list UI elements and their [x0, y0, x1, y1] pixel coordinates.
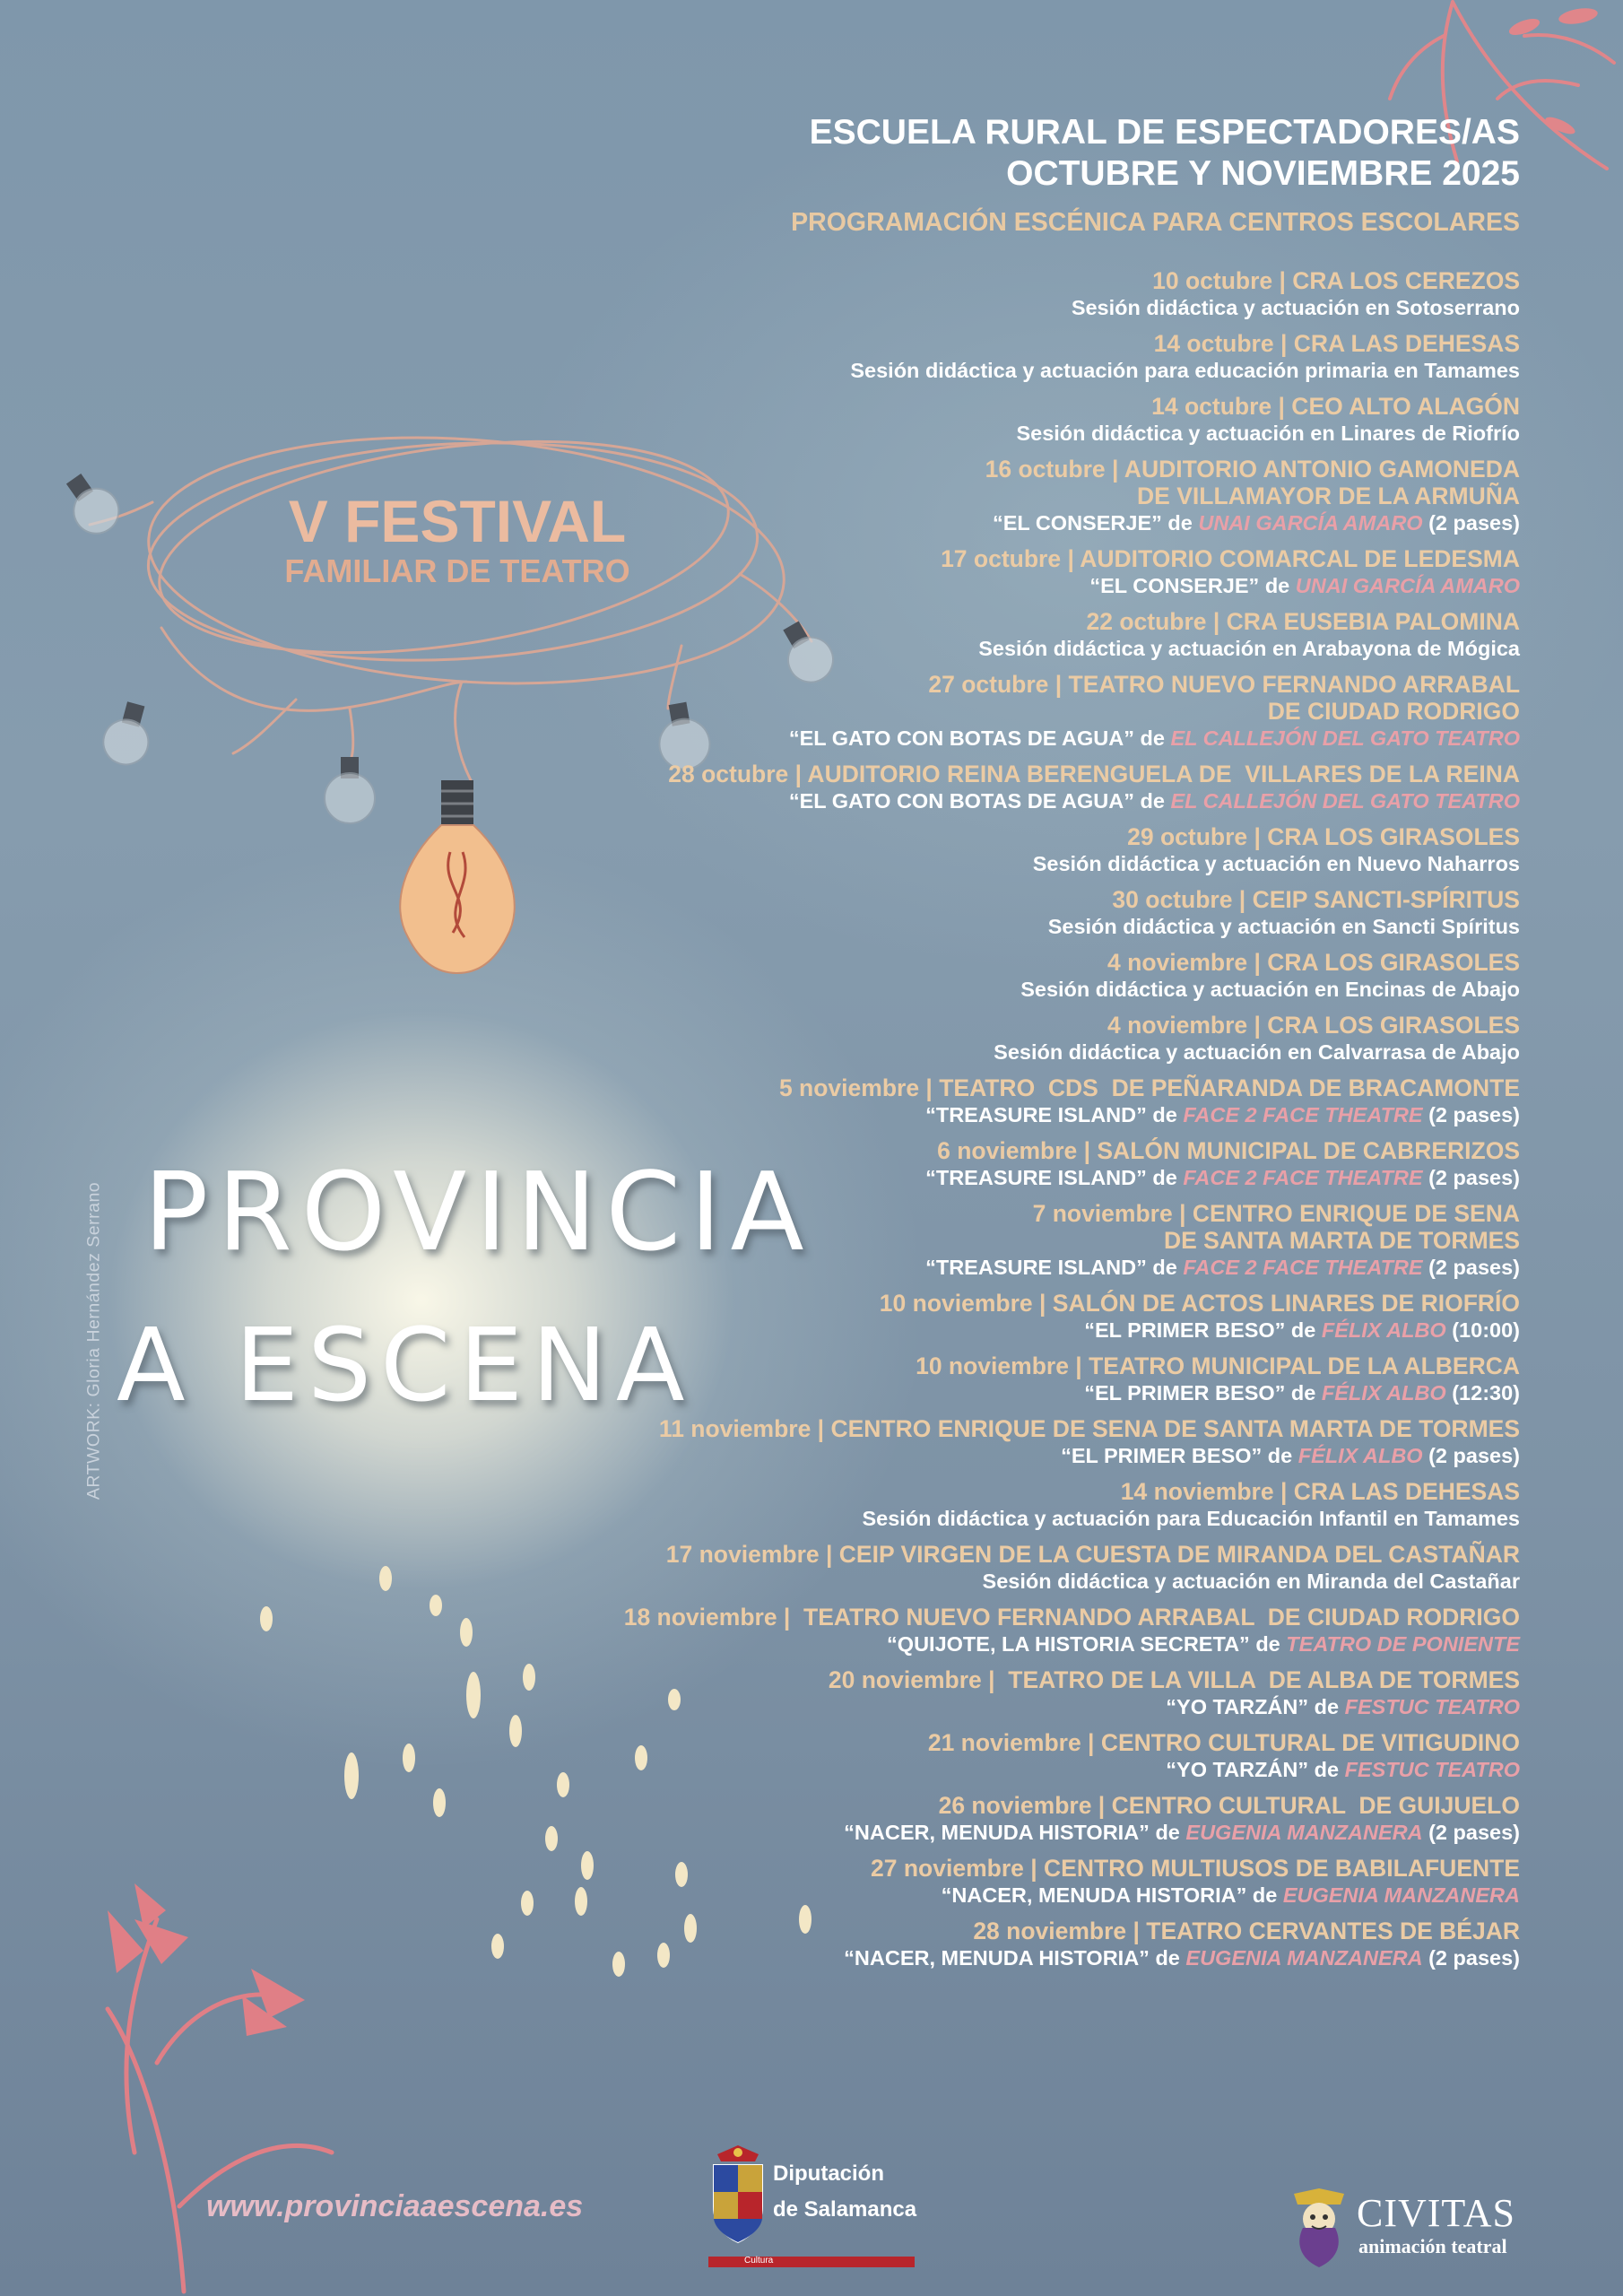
event-date-venue: 27 octubre | TEATRO NUEVO FERNANDO ARRABAL [928, 671, 1520, 698]
schedule-event [399, 393, 1520, 447]
website-link[interactable]: www.provinciaaescena.es [206, 2189, 584, 2223]
event-description [399, 357, 1520, 384]
event-show-text: “EL PRIMER BESO” de [1084, 1318, 1322, 1342]
diputacion-coat-of-arms-icon [708, 2144, 768, 2251]
diputacion-line1: Diputación [773, 2161, 884, 2186]
lettering-line2: A ESCENA [117, 1308, 694, 1424]
event-date-venue: 14 octubre | CRA LAS DEHESAS [1153, 330, 1520, 357]
light-bulb-icon [99, 698, 158, 770]
schedule-event [399, 1541, 1520, 1595]
event-company: EUGENIA MANZANERA [1185, 1946, 1423, 1970]
event-date-venue: 10 noviembre | SALÓN DE ACTOS LINARES DE RIOFRÍO [879, 1290, 1520, 1317]
event-company: UNAI GARCÍA AMARO [1295, 574, 1520, 597]
schedule-event [399, 949, 1520, 1003]
event-date-venue: 28 octubre | AUDITORIO REINA BERENGUELA DE VILLARES DE LA REINA [668, 761, 1520, 787]
event-company: FESTUC TEATRO [1344, 1695, 1520, 1718]
event-show-text: Sesión didáctica y actuación en Calvarrasa de Abajo [994, 1040, 1520, 1064]
event-date-venue: 26 noviembre | CENTRO CULTURAL DE GUIJUELO [938, 1792, 1520, 1819]
event-company: FACE 2 FACE THEATRE [1183, 1166, 1423, 1189]
event-show-text: Sesión didáctica y actuación en Encinas de Abajo [1020, 978, 1520, 1001]
event-date-venue: 21 noviembre | CENTRO CULTURAL DE VITIGUDINO [927, 1729, 1520, 1756]
schedule-event [399, 330, 1520, 384]
event-note: (12:30) [1445, 1381, 1520, 1405]
event-date-venue: 4 noviembre | CRA LOS GIRASOLES [1107, 949, 1520, 976]
event-company: FÉLIX ALBO [1298, 1444, 1423, 1467]
event-note: (2 pases) [1422, 511, 1520, 535]
event-description [399, 420, 1520, 447]
event-show-text: Sesión didáctica y actuación en Sotoserrano [1071, 296, 1520, 319]
event-show-text: “EL PRIMER BESO” de [1084, 1381, 1322, 1405]
event-note: (2 pases) [1422, 1103, 1520, 1126]
civitas-logo [1287, 2188, 1520, 2269]
event-company: EL CALLEJÓN DEL GATO TEATRO [1170, 726, 1520, 750]
schedule-event [399, 1604, 1520, 1657]
event-date-venue: 17 octubre | AUDITORIO COMARCAL DE LEDESMA [941, 545, 1520, 572]
event-date-venue: 4 noviembre | CRA LOS GIRASOLES [1107, 1012, 1520, 1039]
event-show-text: Sesión didáctica y actuación para educación primaria en Tamames [850, 359, 1520, 382]
event-date-venue: 20 noviembre | TEATRO DE LA VILLA DE ALBA DE TORMES [828, 1666, 1520, 1693]
event-show-text: “EL CONSERJE” de [992, 511, 1199, 535]
event-date-venue: 6 noviembre | SALÓN MUNICIPAL DE CABRERIZOS [937, 1137, 1520, 1164]
civitas-subtitle: animación teatral [1358, 2235, 1507, 2257]
event-date-venue: 11 noviembre | CENTRO ENRIQUE DE SENA DE SANTA MARTA DE TORMES [658, 1415, 1520, 1442]
event-company: FÉLIX ALBO [1321, 1318, 1446, 1342]
lettering-line1: PROVINCIA [143, 1151, 813, 1275]
event-show-text: “NACER, MENUDA HISTORIA” de [844, 1946, 1186, 1970]
event-description [399, 1568, 1520, 1595]
schedule-event [399, 1074, 1520, 1128]
event-show-text: Sesión didáctica y actuación en Miranda del Castañar [982, 1570, 1520, 1593]
schedule-event [399, 1666, 1520, 1720]
event-company: EUGENIA MANZANERA [1282, 1883, 1520, 1907]
event-description [399, 1944, 1520, 1971]
event-company: FÉLIX ALBO [1321, 1381, 1446, 1405]
schedule-event [399, 608, 1520, 662]
schedule-event [399, 761, 1520, 814]
event-venue-continued: DE SANTA MARTA DE TORMES [1163, 1227, 1520, 1254]
light-bulb-icon [56, 465, 128, 542]
event-description [399, 1756, 1520, 1783]
event-date-venue: 5 noviembre | TEATRO CDS DE PEÑARANDA DE BRACAMONTE [778, 1074, 1520, 1101]
event-company: FACE 2 FACE THEATRE [1183, 1103, 1423, 1126]
bottom-branch-illustration [108, 1919, 332, 2292]
event-date-venue: 16 octubre | AUDITORIO ANTONIO GAMONEDA [985, 456, 1520, 483]
event-description [399, 850, 1520, 877]
event-show-text: “TREASURE ISLAND” de [925, 1256, 1184, 1279]
cultura-bar [708, 2257, 915, 2267]
event-note: (2 pases) [1422, 1821, 1520, 1844]
schedule-event [399, 671, 1520, 752]
event-show-text: Sesión didáctica y actuación en Arabayona de Mógica [978, 637, 1520, 660]
event-show-text: Sesión didáctica y actuación en Linares de Riofrío [1016, 422, 1520, 445]
event-company: FACE 2 FACE THEATRE [1183, 1256, 1423, 1279]
festival-subtitle: FAMILIAR DE TEATRO [284, 552, 630, 589]
artwork-credit: ARTWORK: Gloria Hernández Serrano [83, 1181, 104, 1500]
schedule-event [399, 267, 1520, 321]
light-bulb-icon [325, 757, 375, 823]
event-description [399, 1819, 1520, 1846]
event-date-venue: 22 octubre | CRA EUSEBIA PALOMINA [1086, 608, 1520, 635]
event-date-venue: 14 noviembre | CRA LAS DEHESAS [1120, 1478, 1520, 1505]
event-show-text: Sesión didáctica y actuación en Sancti Spíritus [1047, 915, 1520, 938]
event-date-venue: 7 noviembre | CENTRO ENRIQUE DE SENA [1032, 1200, 1520, 1227]
schedule-event [399, 1792, 1520, 1846]
schedule-event [399, 1729, 1520, 1783]
event-date-venue: 10 noviembre | TEATRO MUNICIPAL DE LA ALBERCA [916, 1352, 1520, 1379]
event-description [399, 976, 1520, 1003]
event-show-text: “YO TARZÁN” de [1166, 1695, 1345, 1718]
header-title-line1: ESCUELA RURAL DE ESPECTADORES/AS [809, 113, 1520, 152]
event-description [399, 1505, 1520, 1532]
schedule-event [399, 1478, 1520, 1532]
event-show-text: “EL CONSERJE” de [1089, 574, 1296, 597]
event-description [399, 1101, 1520, 1128]
event-description [399, 1631, 1520, 1657]
event-show-text: “QUIJOTE, LA HISTORIA SECRETA” de [887, 1632, 1287, 1656]
event-date-venue: 27 noviembre | CENTRO MULTIUSOS DE BABILAFUENTE [871, 1855, 1520, 1882]
provincia-a-escena-lettering [117, 1137, 813, 1442]
event-company: UNAI GARCÍA AMARO [1198, 511, 1423, 535]
event-show-text: Sesión didáctica y actuación para Educación Infantil en Tamames [862, 1507, 1520, 1530]
event-description [399, 1039, 1520, 1065]
event-show-text: “EL GATO CON BOTAS DE AGUA” de [788, 789, 1171, 813]
event-description [399, 725, 1520, 752]
event-description [399, 787, 1520, 814]
event-description [399, 1882, 1520, 1909]
event-company: TEATRO DE PONIENTE [1286, 1632, 1520, 1656]
schedule-event [399, 1918, 1520, 1971]
event-description [399, 913, 1520, 940]
festival-label [233, 489, 681, 589]
event-note: (2 pases) [1422, 1946, 1520, 1970]
event-description [399, 1442, 1520, 1469]
event-show-text: “EL PRIMER BESO” de [1061, 1444, 1298, 1467]
event-show-text: “NACER, MENUDA HISTORIA” de [941, 1883, 1283, 1907]
event-date-venue: 30 octubre | CEIP SANCTI-SPÍRITUS [1112, 886, 1520, 913]
schedule-event [399, 823, 1520, 877]
event-date-venue: 14 octubre | CEO ALTO ALAGÓN [1151, 393, 1520, 420]
event-date-venue: 28 noviembre | TEATRO CERVANTES DE BÉJAR [973, 1918, 1520, 1944]
event-show-text: “TREASURE ISLAND” de [925, 1166, 1184, 1189]
event-description [399, 1693, 1520, 1720]
event-show-text: “TREASURE ISLAND” de [925, 1103, 1184, 1126]
event-date-venue: 18 noviembre | TEATRO NUEVO FERNANDO ARRABAL DE CIUDAD RODRIGO [623, 1604, 1520, 1631]
event-venue-continued: DE VILLAMAYOR DE LA ARMUÑA [1137, 483, 1520, 509]
event-date-venue: 17 noviembre | CEIP VIRGEN DE LA CUESTA DE MIRANDA DEL CASTAÑAR [665, 1541, 1520, 1568]
event-date-venue: 10 octubre | CRA LOS CEREZOS [1152, 267, 1520, 294]
event-show-text: “NACER, MENUDA HISTORIA” de [844, 1821, 1186, 1844]
event-note: (2 pases) [1422, 1444, 1520, 1467]
event-note: (10:00) [1445, 1318, 1520, 1342]
schedule-event [399, 1855, 1520, 1909]
event-note: (2 pases) [1422, 1256, 1520, 1279]
event-date-venue: 29 octubre | CRA LOS GIRASOLES [1127, 823, 1520, 850]
event-company: EL CALLEJÓN DEL GATO TEATRO [1170, 789, 1520, 813]
festival-title: V FESTIVAL [288, 488, 627, 554]
schedule-event [399, 886, 1520, 940]
diputacion-logo [708, 2144, 924, 2269]
event-show-text: “YO TARZÁN” de [1166, 1758, 1345, 1781]
event-company: EUGENIA MANZANERA [1185, 1821, 1423, 1844]
civitas-mask-logo [1287, 2188, 1351, 2269]
event-show-text: Sesión didáctica y actuación en Nuevo Naharros [1032, 852, 1520, 875]
civitas-name: CIVITAS [1357, 2191, 1516, 2235]
event-company: FESTUC TEATRO [1344, 1758, 1520, 1781]
event-venue-continued: DE CIUDAD RODRIGO [1267, 698, 1520, 725]
event-description [399, 635, 1520, 662]
event-show-text: “EL GATO CON BOTAS DE AGUA” de [788, 726, 1171, 750]
top-branch-leaves [1507, 5, 1599, 137]
header-subtitle: PROGRAMACIÓN ESCÉNICA PARA CENTROS ESCOLARES [791, 208, 1520, 237]
header-title-line2: OCTUBRE Y NOVIEMBRE 2025 [1006, 154, 1520, 193]
cultura-label: Cultura [744, 2256, 774, 2266]
event-description [399, 294, 1520, 321]
header [791, 112, 1520, 238]
diputacion-line2: de Salamanca [773, 2197, 917, 2222]
event-note: (2 pases) [1422, 1166, 1520, 1189]
schedule-event [399, 1012, 1520, 1065]
